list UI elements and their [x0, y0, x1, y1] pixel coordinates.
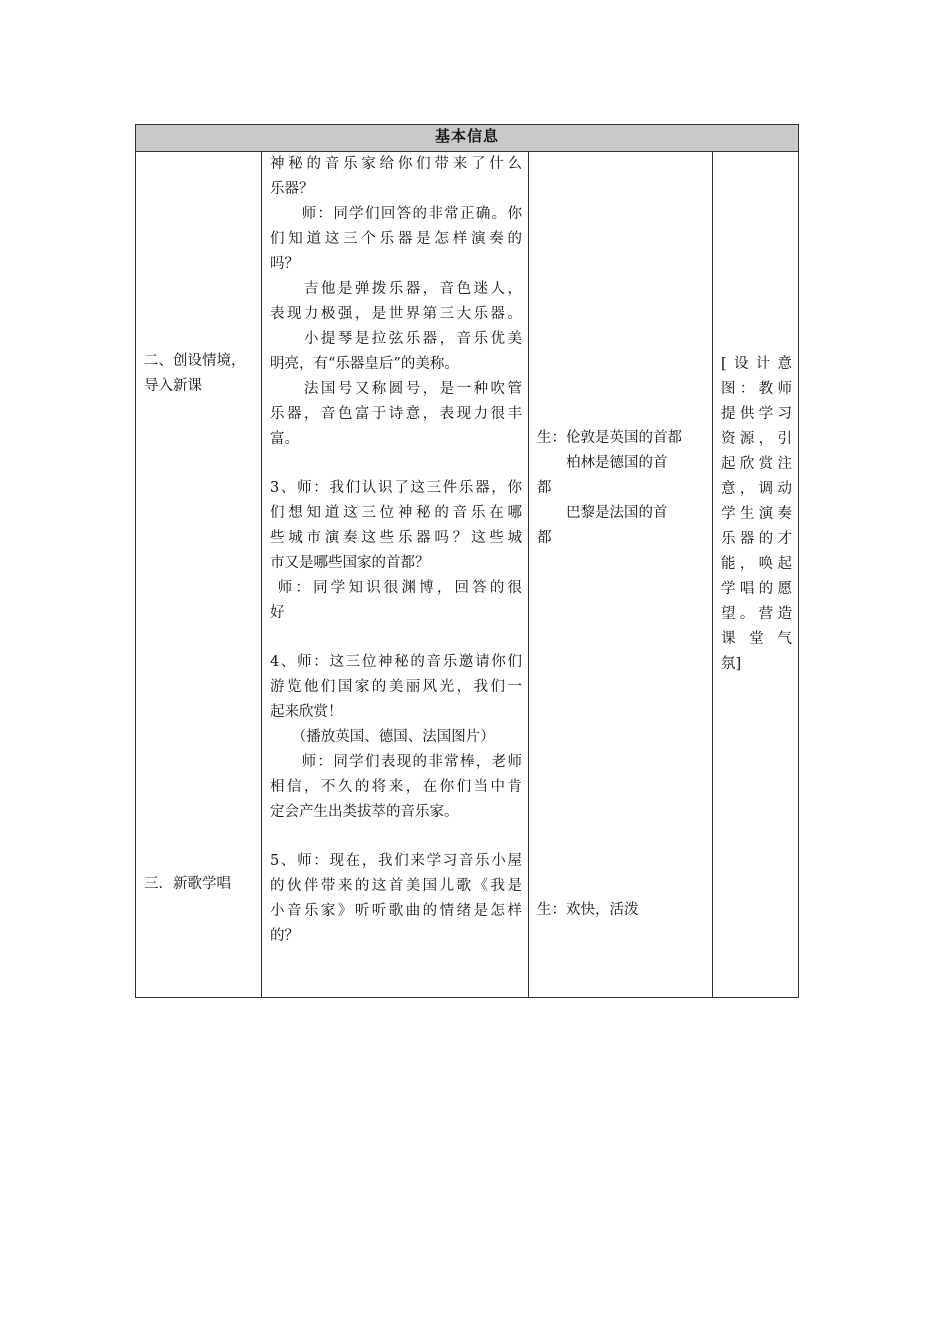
design-intent-line: 学唱的愿: [721, 581, 793, 597]
lesson-plan-table: [135, 124, 799, 998]
text-line: 相信，不久的将来，在你们当中肯: [270, 779, 522, 795]
text-line: 5、师：现在，我们来学习音乐小屋: [270, 853, 522, 869]
table-header-title: 基本信息: [136, 125, 799, 152]
text-line: 市又是哪些国家的首都？: [270, 555, 430, 571]
text-line: 起来欣赏！: [270, 704, 343, 720]
text-line: 小音乐家》听听歌曲的情绪是怎样: [270, 903, 522, 919]
text-line: 乐器，音色富于诗意，表现力很丰: [270, 406, 522, 422]
text-line: 吉他是弹拨乐器，音色迷人，: [270, 281, 522, 297]
design-intent-line: 提供学习: [721, 406, 793, 422]
text-line: 的伙伴带来的这首美国儿歌《我是: [270, 878, 522, 894]
text-line: 些城市演奏这些乐器吗？这些城: [270, 530, 522, 546]
design-intent-line: 能，唤起: [721, 556, 793, 572]
text-line: 好: [270, 605, 285, 621]
text-line: 师：同学知识很渊博，回答的很: [270, 580, 522, 596]
student-answer-berlin-cont: 都: [537, 480, 552, 496]
text-line: 小提琴是拉弦乐器，音乐优美: [270, 331, 522, 347]
phase-two-line2: 导入新课: [144, 378, 202, 394]
student-activity-column: [529, 152, 713, 998]
phase-column: [136, 152, 262, 998]
design-intent-line: 学生演奏: [721, 506, 793, 522]
phase-two-line1: 二、创设情境，: [144, 353, 246, 369]
text-line: 师：同学们表现的非常棒，老师: [270, 754, 522, 770]
text-line: 富。: [270, 431, 299, 447]
text-line: 表现力极强，是世界第三大乐器。: [270, 306, 522, 322]
text-line: 吗？: [270, 256, 299, 272]
text-line: 明亮，有“乐器皇后”的美称。: [270, 356, 459, 372]
text-line: 乐器？: [270, 181, 314, 197]
text-line: 师：同学们回答的非常正确。你: [270, 206, 522, 222]
text-line: 的？: [270, 928, 299, 944]
design-intent-line: 望。营造: [721, 606, 793, 622]
design-intent-line: 图：教师: [721, 381, 793, 397]
text-line: 法国号又称圆号，是一种吹管: [270, 381, 522, 397]
design-intent-line: 课 堂 气: [721, 631, 793, 647]
design-intent-line: 资源，引: [721, 431, 793, 447]
design-intent-column: [713, 152, 799, 998]
design-intent-line: [设计意: [721, 356, 793, 372]
text-line: 们想知道这三位神秘的音乐在哪: [270, 505, 522, 521]
student-answer-london: 生：伦敦是英国的首都: [537, 430, 682, 446]
student-answer-paris-cont: 都: [537, 530, 552, 546]
text-line: 神秘的音乐家给你们带来了什么: [270, 156, 522, 172]
text-line: （播放英国、德国、法国图片）: [270, 729, 495, 745]
text-line: 定会产生出类拔萃的音乐家。: [270, 804, 459, 820]
text-line: 4、师：这三位神秘的音乐邀请你们: [270, 654, 522, 670]
text-line: 们知道这三个乐器是怎样演奏的: [270, 231, 522, 247]
teacher-activity-column: [262, 152, 529, 998]
design-intent-line: 乐器的才: [721, 531, 793, 547]
student-answer-paris: 巴黎是法国的首: [537, 505, 668, 521]
student-answer-mood: 生：欢快，活泼: [537, 902, 639, 918]
student-answer-berlin: 柏林是德国的首: [537, 455, 668, 471]
design-intent-line: 意，调动: [721, 481, 793, 497]
text-line: 游览他们国家的美丽风光，我们一: [270, 679, 522, 695]
phase-three: 三．新歌学唱: [144, 876, 231, 892]
design-intent-line: 氛]: [721, 656, 742, 672]
text-line: 3、师：我们认识了这三件乐器，你: [270, 480, 522, 496]
design-intent-line: 起欣赏注: [721, 456, 793, 472]
